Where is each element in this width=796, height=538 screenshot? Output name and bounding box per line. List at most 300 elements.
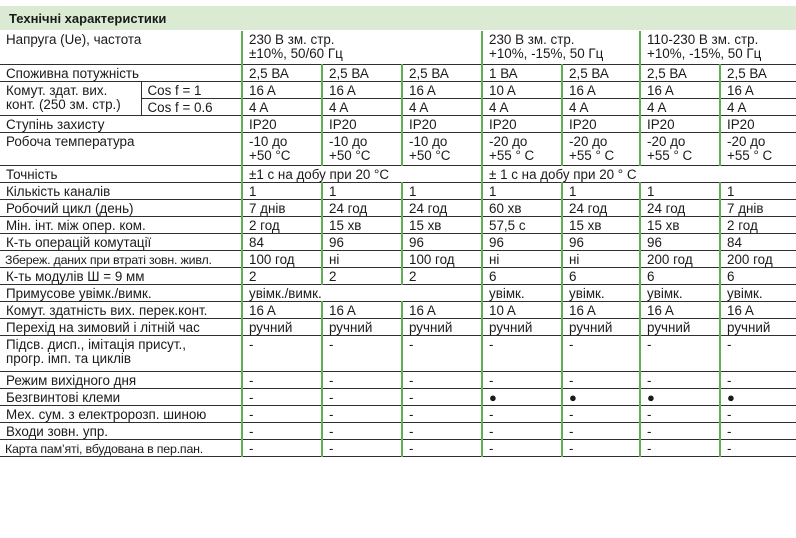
cell-value: -	[409, 406, 414, 422]
table-cell	[242, 233, 322, 250]
table-row	[0, 371, 796, 388]
table-cell	[562, 199, 640, 216]
cell-value: -	[329, 406, 334, 422]
cell-value: 16 A	[329, 302, 356, 318]
table-cell	[242, 115, 322, 132]
table-cell	[562, 233, 640, 250]
table-cell	[322, 388, 402, 405]
table-cell	[242, 250, 322, 267]
cell-value: -	[249, 440, 254, 456]
cell-value: -	[249, 372, 254, 388]
table-cell	[402, 318, 482, 335]
table-cell	[720, 98, 796, 115]
cell-value: 4 A	[249, 99, 269, 115]
table-cell	[562, 284, 640, 301]
table-cell	[242, 388, 322, 405]
cell-value: ні	[329, 251, 340, 267]
cell-value: 6	[489, 268, 497, 284]
table-row	[0, 388, 796, 405]
table-cell	[720, 182, 796, 199]
table-cell	[562, 267, 640, 284]
table-cell	[402, 182, 482, 199]
table-cell	[242, 216, 322, 233]
table-cell	[562, 250, 640, 267]
cell-value: 96	[489, 234, 504, 250]
row-label-text: Режим вихідного дня	[6, 372, 137, 388]
table-cell	[322, 64, 402, 81]
row-label-text: Перехід на зимовий і літній час	[6, 319, 200, 335]
table-cell	[640, 335, 720, 371]
table-cell	[640, 388, 720, 405]
table-cell	[242, 64, 322, 81]
table-cell	[402, 371, 482, 388]
table-row	[0, 233, 796, 250]
cell-value: 230 В зм. стр. ±10%, 50/60 Гц	[249, 32, 343, 61]
row-label-text: Підсв. дисп., імітація присут., прогр. імп. та циклів	[6, 336, 186, 366]
cell-value: 2,5 ВА	[249, 65, 289, 81]
table-cell	[482, 233, 562, 250]
cell-value: IP20	[647, 116, 675, 132]
cell-value: 6	[727, 268, 735, 284]
table-cell	[402, 115, 482, 132]
table-cell	[720, 439, 796, 456]
row-label-text: Ступінь захисту	[6, 116, 105, 132]
row-label	[0, 267, 242, 284]
cell-value: -	[647, 336, 652, 352]
cell-value: 110-230 В зм. стр. +10%, -15%, 50 Гц	[647, 32, 762, 61]
row-label-text: Точність	[6, 166, 58, 182]
cell-value: -	[409, 372, 414, 388]
table-cell	[562, 216, 640, 233]
row-label-text: Мех. сум. з електророзп. шиною	[6, 406, 207, 422]
cell-value: -	[569, 440, 574, 456]
table-cell	[322, 233, 402, 250]
cell-value: 16 A	[249, 82, 276, 98]
table-cell	[322, 422, 402, 439]
cell-value: 24 год	[647, 200, 686, 216]
cell-value: 2,5 ВА	[329, 65, 369, 81]
cell-value: -	[647, 440, 652, 456]
cell-value: 1	[489, 183, 497, 199]
table-cell	[562, 318, 640, 335]
table-cell	[322, 199, 402, 216]
row-label-text: Робочий цикл (день)	[6, 200, 134, 216]
cell-value: -	[489, 336, 494, 352]
table-cell	[482, 405, 562, 422]
cell-value: 16 A	[647, 302, 674, 318]
table-cell	[242, 439, 322, 456]
cell-value: ± 1 с на добу при 20 ° C	[489, 166, 637, 182]
table-cell	[482, 422, 562, 439]
cell-value: -	[569, 336, 574, 352]
row-label-text: Входи зовн. упр.	[6, 423, 108, 439]
row-label-text: Карта пам’яті, вбудована в пер.пан.	[5, 441, 204, 456]
cell-value: 16 A	[409, 302, 436, 318]
row-label-text: Комут. здат. вих. конт. (250 зм. стр.)	[6, 82, 121, 112]
cell-value: 2,5 ВА	[647, 65, 687, 81]
table-cell	[720, 132, 796, 165]
row-label	[0, 81, 141, 115]
cell-value: 4 A	[569, 99, 589, 115]
table-cell	[720, 81, 796, 98]
cell-value: 2	[249, 268, 257, 284]
cell-value: ручний	[727, 319, 771, 335]
table-cell	[482, 371, 562, 388]
cell-value: 1	[329, 183, 337, 199]
cell-value: -20 до +55 ° C	[647, 133, 693, 163]
table-cell	[402, 335, 482, 371]
cell-value: -	[569, 423, 574, 439]
cell-value: -	[249, 336, 254, 352]
table-row	[0, 422, 796, 439]
table-cell	[242, 318, 322, 335]
cell-value: IP20	[569, 116, 597, 132]
table-cell	[640, 318, 720, 335]
table-cell	[402, 233, 482, 250]
cell-value: IP20	[727, 116, 755, 132]
row-label	[0, 388, 242, 405]
row-label	[0, 132, 242, 165]
table-cell	[402, 267, 482, 284]
cell-value: -20 до +55 ° C	[489, 133, 535, 163]
table-row	[0, 115, 796, 132]
row-label-text: К-ть операцій комутації	[6, 234, 152, 250]
cell-value: 24 год	[569, 200, 608, 216]
table-cell	[482, 216, 562, 233]
cell-value: -	[409, 423, 414, 439]
table-cell	[482, 439, 562, 456]
table-cell	[242, 165, 482, 182]
table-row	[0, 81, 796, 98]
cell-value: 60 хв	[489, 200, 522, 216]
cell-value: -	[329, 389, 334, 405]
table-cell	[402, 81, 482, 98]
cell-value: -	[489, 406, 494, 422]
sub-label-text: Cos f = 1	[147, 82, 202, 98]
table-cell	[322, 250, 402, 267]
cell-value: ні	[489, 251, 500, 267]
table-cell	[482, 31, 640, 64]
table-cell	[322, 115, 402, 132]
cell-value: 10 A	[489, 302, 516, 318]
table-row	[0, 284, 796, 301]
row-label-text: К-ть модулів Ш = 9 мм	[6, 268, 145, 284]
table-cell	[640, 81, 720, 98]
cell-value: IP20	[329, 116, 357, 132]
cell-value: -	[329, 336, 334, 352]
cell-value: 24 год	[409, 200, 448, 216]
table-cell	[322, 182, 402, 199]
table-row	[0, 64, 796, 81]
row-label-text: Споживна потужність	[6, 65, 139, 81]
cell-value: -	[727, 406, 732, 422]
row-label	[0, 31, 242, 64]
cell-value: 96	[329, 234, 344, 250]
cell-value: ручний	[489, 319, 533, 335]
table-cell	[322, 81, 402, 98]
table-cell	[482, 98, 562, 115]
table-cell	[322, 98, 402, 115]
cell-value: 4 A	[409, 99, 429, 115]
table-cell	[482, 335, 562, 371]
table-cell	[562, 439, 640, 456]
cell-value: 57,5 с	[489, 217, 526, 233]
table-cell	[482, 132, 562, 165]
cell-value: -	[249, 423, 254, 439]
table-row	[0, 439, 796, 456]
cell-value: ручний	[409, 319, 453, 335]
table-cell	[640, 64, 720, 81]
table-cell	[482, 301, 562, 318]
cell-value: 7 днів	[727, 200, 764, 216]
table-cell	[562, 64, 640, 81]
cell-value: увімк./вимк.	[249, 285, 322, 301]
cell-value: -	[727, 336, 732, 352]
cell-value: 4 A	[329, 99, 349, 115]
table-cell	[562, 388, 640, 405]
table-cell	[242, 422, 322, 439]
cell-value: 15 хв	[647, 217, 680, 233]
cell-value: 7 днів	[249, 200, 286, 216]
table-cell	[562, 115, 640, 132]
table-cell	[640, 115, 720, 132]
cell-value: -20 до +55 ° C	[569, 133, 615, 163]
table-cell	[720, 422, 796, 439]
cell-value: -	[727, 423, 732, 439]
sub-label	[141, 81, 242, 98]
row-label	[0, 439, 242, 456]
cell-value: 100 год	[249, 251, 295, 267]
row-label	[0, 165, 242, 182]
table-cell	[640, 182, 720, 199]
table-cell	[402, 98, 482, 115]
cell-value: 1	[569, 183, 577, 199]
table-cell	[322, 318, 402, 335]
row-label	[0, 318, 242, 335]
table-cell	[720, 199, 796, 216]
row-label-text: Примусове увімк./вимк.	[6, 285, 152, 301]
table-cell	[562, 301, 640, 318]
table-cell	[482, 165, 796, 182]
cell-value: IP20	[249, 116, 277, 132]
cell-value: 96	[647, 234, 662, 250]
section-title: Технічні характеристики	[0, 6, 796, 30]
table-row	[0, 335, 796, 371]
cell-value: 16 A	[647, 82, 674, 98]
table-cell	[322, 439, 402, 456]
table-cell	[640, 301, 720, 318]
cell-value: -	[409, 336, 414, 352]
table-row	[0, 267, 796, 284]
table-cell	[402, 439, 482, 456]
table-cell	[242, 335, 322, 371]
table-cell	[720, 233, 796, 250]
table-cell	[402, 388, 482, 405]
table-cell	[482, 64, 562, 81]
cell-value: IP20	[489, 116, 517, 132]
cell-value: 10 A	[489, 82, 516, 98]
cell-value: 2,5 ВА	[569, 65, 609, 81]
cell-value: увімк.	[569, 285, 605, 301]
table-cell	[322, 335, 402, 371]
table-row	[0, 31, 796, 64]
cell-value: -	[647, 406, 652, 422]
table-cell	[322, 371, 402, 388]
cell-value: 16 A	[569, 82, 596, 98]
table-cell	[640, 439, 720, 456]
table-cell	[402, 64, 482, 81]
table-cell	[720, 216, 796, 233]
table-cell	[482, 115, 562, 132]
sub-label	[141, 98, 242, 115]
cell-value: 16 A	[409, 82, 436, 98]
cell-value: 2 год	[727, 217, 758, 233]
row-label	[0, 250, 242, 267]
cell-value: увімк.	[727, 285, 763, 301]
row-label	[0, 301, 242, 318]
cell-value: увімк.	[489, 285, 525, 301]
table-cell	[640, 132, 720, 165]
table-cell	[720, 115, 796, 132]
table-cell	[562, 81, 640, 98]
table-row	[0, 216, 796, 233]
table-cell	[242, 371, 322, 388]
cell-value: 16 A	[727, 82, 754, 98]
cell-value: 2,5 ВА	[409, 65, 449, 81]
cell-value: -10 до +50 °C	[329, 133, 371, 163]
cell-value: 16 A	[249, 302, 276, 318]
row-label-text: Мін. інт. між опер. ком.	[6, 217, 146, 233]
table-cell	[482, 267, 562, 284]
table-cell	[562, 335, 640, 371]
row-label	[0, 182, 242, 199]
table-cell	[640, 405, 720, 422]
table-row	[0, 182, 796, 199]
cell-value: -	[329, 440, 334, 456]
cell-value: -	[249, 389, 254, 405]
cell-value: ручний	[249, 319, 293, 335]
cell-value: 1	[647, 183, 655, 199]
row-label-text: Комут. здатність вих. перек.конт.	[6, 302, 208, 318]
table-cell	[640, 284, 720, 301]
table-cell	[242, 405, 322, 422]
table-cell	[402, 422, 482, 439]
table-cell	[242, 284, 482, 301]
cell-value: -	[647, 423, 652, 439]
table-cell	[720, 250, 796, 267]
table-cell	[482, 388, 562, 405]
table-cell	[482, 199, 562, 216]
cell-value: -	[489, 440, 494, 456]
table-cell	[242, 98, 322, 115]
sub-label-text: Cos f = 0.6	[147, 99, 213, 115]
row-label	[0, 199, 242, 216]
row-label-text: Кількість каналів	[6, 183, 111, 199]
table-cell	[720, 371, 796, 388]
cell-value: 96	[409, 234, 424, 250]
table-cell	[720, 388, 796, 405]
cell-value: ручний	[647, 319, 691, 335]
cell-value: -	[489, 423, 494, 439]
table-cell	[720, 267, 796, 284]
cell-value: -10 до +50 °C	[409, 133, 451, 163]
cell-value: 1	[727, 183, 735, 199]
table-cell	[720, 284, 796, 301]
table-cell	[640, 216, 720, 233]
cell-value: 16 A	[727, 302, 754, 318]
row-label	[0, 371, 242, 388]
table-cell	[640, 98, 720, 115]
table-cell	[402, 216, 482, 233]
cell-value: 1 ВА	[489, 65, 518, 81]
cell-value: -	[249, 406, 254, 422]
table-cell	[482, 284, 562, 301]
row-label	[0, 64, 242, 81]
table-cell	[242, 31, 482, 64]
row-label	[0, 233, 242, 250]
cell-value: 230 В зм. стр. +10%, -15%, 50 Гц	[489, 32, 604, 61]
bullet-icon: ●	[727, 389, 735, 405]
table-cell	[482, 182, 562, 199]
cell-value: 16 A	[329, 82, 356, 98]
table-cell	[640, 233, 720, 250]
cell-value: 4 A	[727, 99, 747, 115]
table-cell	[482, 318, 562, 335]
table-cell	[562, 371, 640, 388]
cell-value: 15 хв	[329, 217, 362, 233]
cell-value: -	[409, 440, 414, 456]
cell-value: 1	[249, 183, 257, 199]
table-cell	[482, 250, 562, 267]
table-cell	[562, 182, 640, 199]
table-cell	[322, 267, 402, 284]
spec-table	[0, 31, 796, 457]
bullet-icon: ●	[569, 389, 577, 405]
cell-value: увімк.	[647, 285, 683, 301]
cell-value: 200 год	[647, 251, 693, 267]
row-label	[0, 115, 242, 132]
table-cell	[242, 267, 322, 284]
table-cell	[322, 301, 402, 318]
table-cell	[402, 250, 482, 267]
cell-value: 15 хв	[409, 217, 442, 233]
table-row	[0, 318, 796, 335]
table-cell	[640, 250, 720, 267]
table-cell	[640, 267, 720, 284]
row-label	[0, 216, 242, 233]
row-label	[0, 422, 242, 439]
cell-value: 4 A	[489, 99, 509, 115]
row-label	[0, 405, 242, 422]
cell-value: 16 A	[569, 302, 596, 318]
cell-value: 2 год	[249, 217, 280, 233]
table-cell	[720, 318, 796, 335]
cell-value: -	[647, 372, 652, 388]
table-cell	[242, 81, 322, 98]
table-cell	[402, 405, 482, 422]
cell-value: 2	[329, 268, 337, 284]
cell-value: 84	[249, 234, 264, 250]
cell-value: -20 до +55 ° C	[727, 133, 773, 163]
table-cell	[640, 31, 796, 64]
table-cell	[402, 301, 482, 318]
row-label	[0, 335, 242, 371]
table-cell	[562, 132, 640, 165]
cell-value: 24 год	[329, 200, 368, 216]
cell-value: 6	[569, 268, 577, 284]
table-cell	[562, 422, 640, 439]
bullet-icon: ●	[489, 389, 497, 405]
